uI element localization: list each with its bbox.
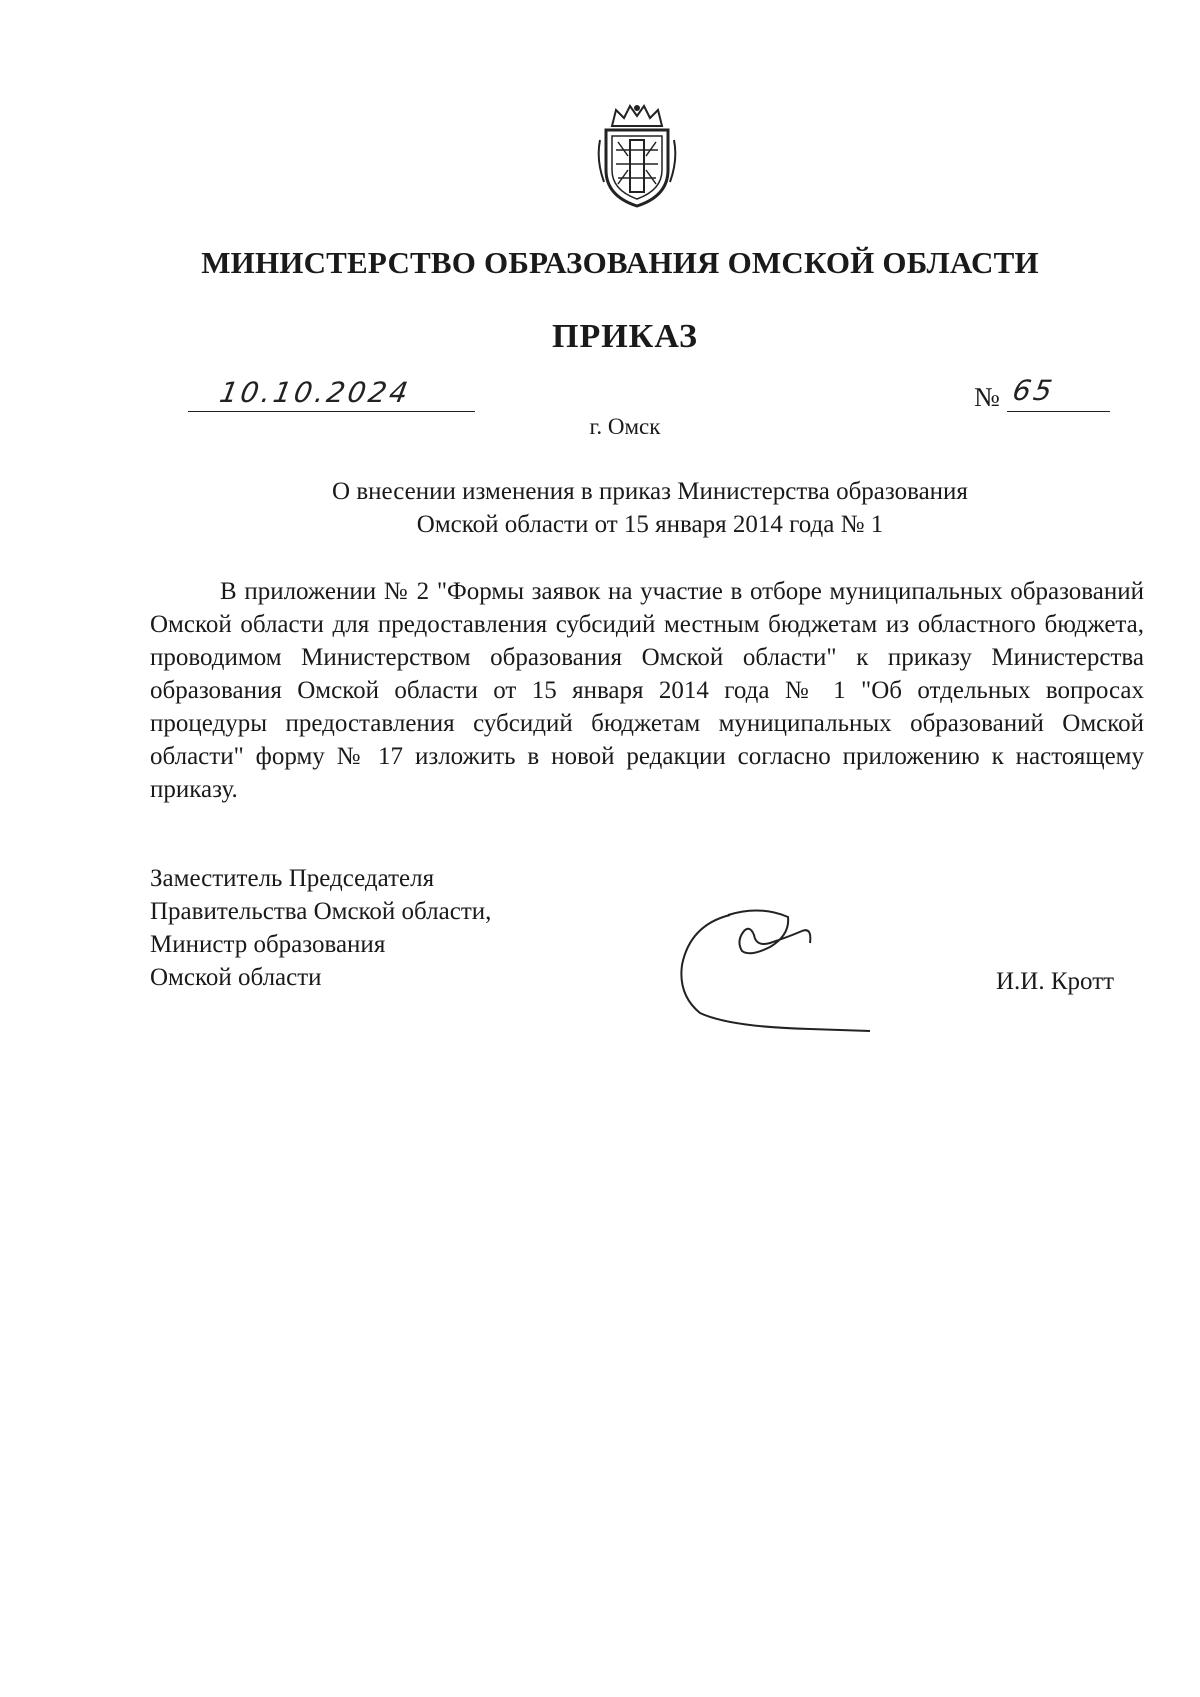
city-label: г. Омск (589, 414, 661, 439)
signer-name: И.И. Кротт (996, 968, 1115, 995)
handwritten-signature (670, 895, 890, 1035)
ministry-title: МИНИСТЕРСТВО ОБРАЗОВАНИЯ ОМСКОЙ ОБЛАСТИ (201, 245, 1039, 280)
signer-position-line-1: Заместитель Председателя (150, 865, 435, 892)
signer-position (150, 862, 491, 994)
signer-position-line-2: Правительства Омской области, (150, 898, 492, 925)
coat-of-arms-icon (594, 100, 680, 210)
subject-line-2: Омской области от 15 января 2014 года № 1 (416, 511, 884, 538)
body-paragraph: В приложении № 2 "Формы заявок на участие в отборе муниципальных образований Омской области для предоставления субсидий местным бюджетам из областного бюджета, проводимом Министерством образования Омской области" к приказу Министерства образования Омской области от 15 января 2014 года № 1 "Об отдельных вопросах процедуры предоставления субсидий бюджетам муниципальных образований Омской области" форму № 17 изложить в новой редакции согласно приложению к настоящему приказу. (150, 578, 1144, 803)
document-subject (200, 475, 1100, 541)
signer-position-line-3: Министр образования (150, 931, 386, 958)
document-date: 10.10.2024 (217, 376, 414, 409)
document-type-title: ПРИКАЗ (552, 318, 698, 355)
signer-position-line-4: Омской области (150, 964, 322, 991)
document-number: 65 (1010, 374, 1058, 407)
subject-line-1: О внесении изменения в приказ Министерства образования (332, 478, 968, 505)
number-label: № (974, 382, 1000, 412)
